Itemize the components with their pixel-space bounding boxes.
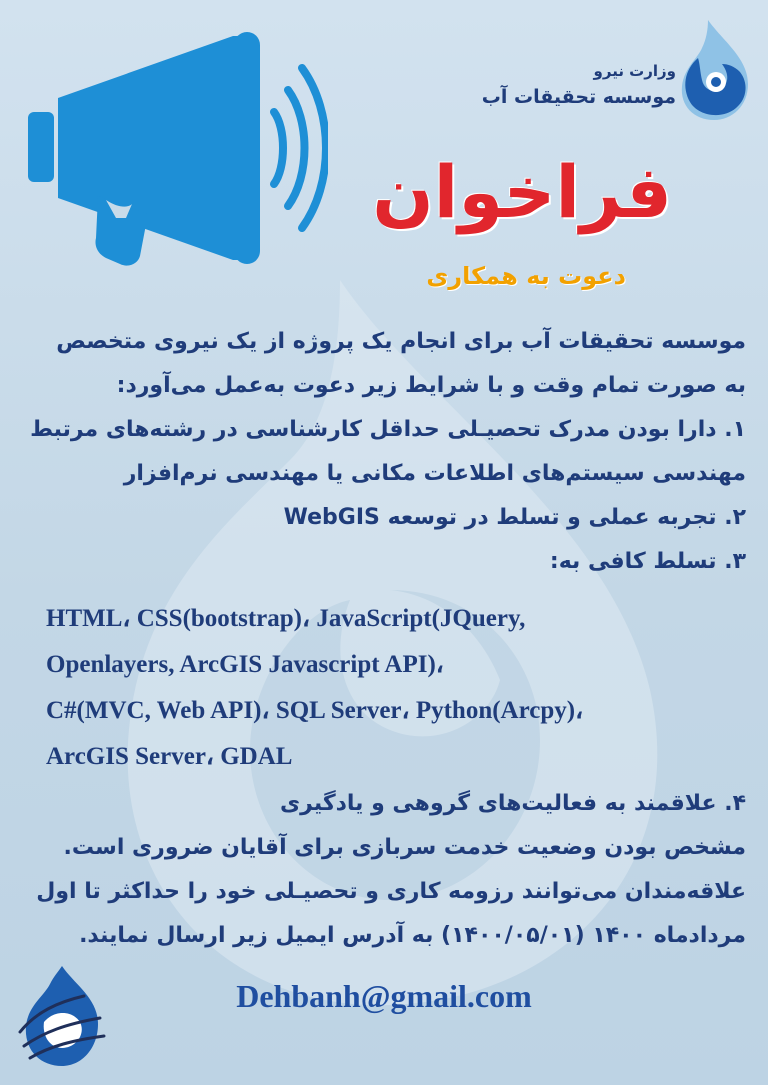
tech-skill-line: ArcGIS Server، GDAL xyxy=(46,743,293,770)
intro-paragraph xyxy=(40,320,746,408)
requirement-item: ۱. دارا بودن مدرک تحصیـلی حداقل کارشناسی در رشته‌های مرتبط xyxy=(30,417,746,442)
requirement-item: مهندسی سیستم‌های اطلاعات مکانی یا مهندسی نرم‌افزار xyxy=(123,461,746,486)
requirement-item: ۲. تجربه عملی و تسلط در توسعه WebGIS xyxy=(283,505,746,530)
closing-paragraph xyxy=(36,782,746,958)
closing-line: ۴. علاقمند به فعالیت‌های گروهی و یادگیری xyxy=(280,791,746,816)
tech-skill-line: Openlayers, ArcGIS Javascript API)، xyxy=(46,651,444,678)
water-drop-logo xyxy=(678,18,750,122)
intro-line: موسسه تحقیقات آب برای انجام یک پروژه از یک نیروی متخصص xyxy=(56,329,746,354)
institute-label: موسسه تحقیقات آب xyxy=(481,86,676,108)
tech-skill-line: HTML، CSS(bootstrap)، JavaScript(JQuery, xyxy=(46,605,526,632)
contact-email[interactable]: Dehbanh@gmail.com xyxy=(236,978,532,1014)
closing-line: علاقه‌مندان می‌توانند رزومه کاری و تحصیـلی خود را حداکثر تا اول xyxy=(36,879,746,904)
public-relations-seal xyxy=(14,962,110,1072)
closing-line: مشخص بودن وضعیت خدمت سربازی برای آقایان ضروری است. xyxy=(63,835,746,860)
megaphone-icon xyxy=(28,28,328,268)
tech-skill-line: C#(MVC, Web API)، SQL Server، Python(Arcpy)، xyxy=(46,697,584,724)
requirements-list xyxy=(30,408,746,584)
intro-line: به صورت تمام وقت و با شرایط زیر دعوت به‌عمل می‌آورد: xyxy=(116,373,746,398)
page-title: فراخوان xyxy=(372,150,672,234)
ministry-label: وزارت نیرو xyxy=(593,62,676,80)
closing-line: مردادماه ۱۴۰۰ (۱۴۰۰/۰۵/۰۱) به آدرس ایمیل زیر ارسال نمایند. xyxy=(79,923,746,948)
tech-skills-list xyxy=(46,596,583,780)
requirement-item: ۳. تسلط کافی به: xyxy=(549,549,746,574)
page-subtitle: دعوت به همکاری xyxy=(426,262,626,290)
